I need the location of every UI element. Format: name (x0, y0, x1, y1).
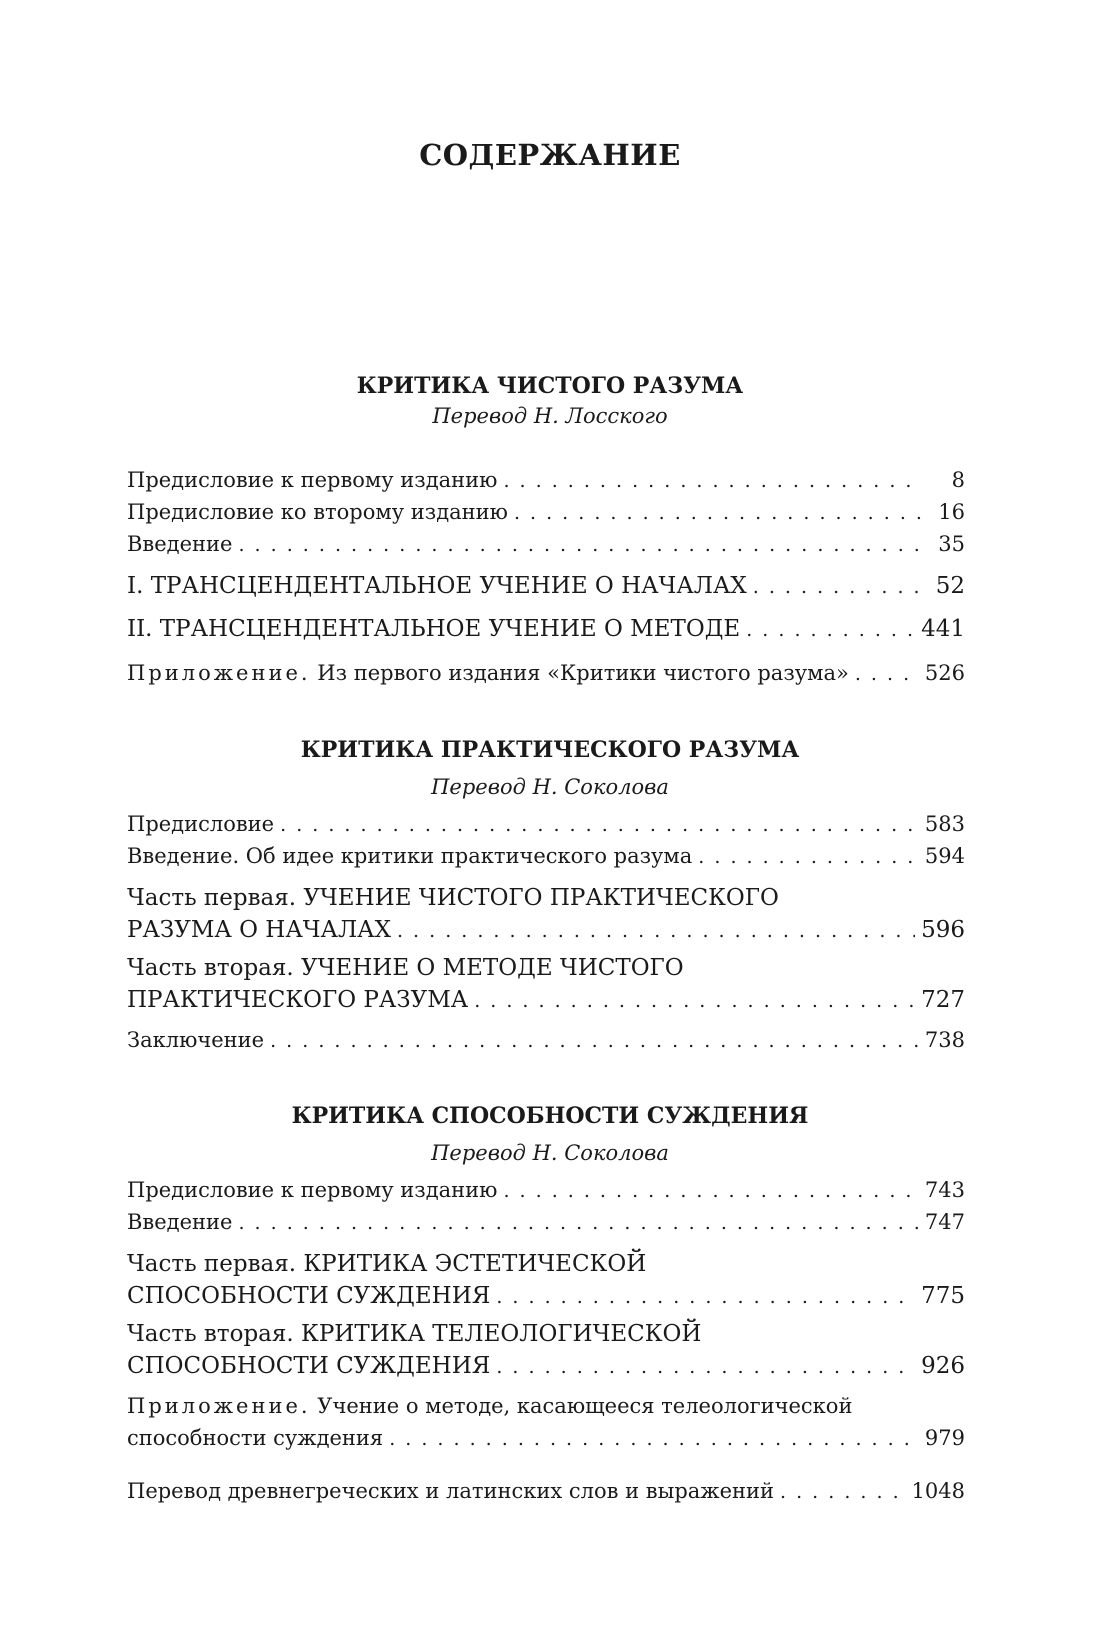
toc-entry[interactable] (127, 1024, 965, 1057)
entry-text: I. ТРАНСЦЕНДЕНТАЛЬНОЕ УЧЕНИЕ О НАЧАЛАХ (127, 573, 747, 599)
toc-entry[interactable] (127, 496, 965, 529)
page-number: 594 (924, 844, 965, 868)
toc-entry[interactable] (127, 1206, 965, 1239)
page-number: 16 (938, 500, 965, 524)
page-number: 596 (921, 917, 965, 943)
leader-dots (270, 1025, 919, 1057)
toc-entry[interactable] (127, 613, 965, 646)
entry-text: Предисловие ко второму изданию (127, 500, 508, 524)
entry-text: Из первого издания «Критики чистого разума» (310, 661, 849, 685)
section-title: КРИТИКА ПРАКТИЧЕСКОГО РАЗУМА (300, 737, 800, 763)
leader-dots (746, 614, 915, 646)
page-number: 926 (921, 1353, 965, 1379)
toc-entry[interactable] (127, 840, 965, 873)
entry-text: ПРАКТИЧЕСКОГО РАЗУМА (127, 987, 469, 1013)
leader-dots (503, 1175, 918, 1207)
entry-prefix: Приложение. (127, 661, 311, 685)
toc-entry[interactable] (127, 1174, 965, 1207)
entry-text-line1: Часть вторая. УЧЕНИЕ О МЕТОДЕ ЧИСТОГО (127, 955, 684, 981)
page-number: 8 (951, 468, 965, 492)
leader-dots (503, 465, 923, 497)
entry-text: Введение (127, 532, 233, 556)
entry-text: Введение. Об идее критики практического разума (127, 844, 693, 868)
toc-entry[interactable] (127, 808, 965, 841)
leader-dots (496, 1281, 915, 1313)
entry-text: Перевод древнегреческих и латинских слов и выражений (127, 1479, 775, 1503)
section-title: КРИТИКА СПОСОБНОСТИ СУЖДЕНИЯ (291, 1103, 809, 1129)
toc-entry[interactable] (127, 952, 965, 1017)
leader-dots (389, 1423, 919, 1455)
page-number: 743 (924, 1178, 965, 1202)
leader-dots (496, 1351, 915, 1383)
leader-dots (855, 658, 919, 690)
page-number: 583 (924, 812, 965, 836)
entry-text: СПОСОБНОСТИ СУЖДЕНИЯ (127, 1353, 491, 1379)
toc-entry[interactable] (127, 570, 965, 603)
leader-dots (238, 1207, 918, 1239)
entry-text-line1: Часть вторая. КРИТИКА ТЕЛЕОЛОГИЧЕСКОЙ (127, 1321, 702, 1347)
section-translator: Перевод Н. Соколова (431, 1141, 669, 1165)
entry-text: Предисловие к первому изданию (127, 468, 498, 492)
toc-entry[interactable] (127, 464, 965, 497)
leader-dots (280, 809, 919, 841)
page-number: 52 (935, 573, 965, 599)
entry-text: РАЗУМА О НАЧАЛАХ (127, 917, 391, 943)
entry-text: СПОСОБНОСТИ СУЖДЕНИЯ (127, 1283, 491, 1309)
page-number: 738 (924, 1028, 965, 1052)
entry-text: Предисловие к первому изданию (127, 1178, 498, 1202)
page-number: 526 (924, 661, 965, 685)
leader-dots (698, 841, 919, 873)
leader-dots (238, 529, 923, 561)
entry-text: способности суждения (127, 1426, 384, 1450)
entry-text (127, 657, 849, 689)
toc-entry[interactable] (127, 882, 965, 947)
toc-entry[interactable] (127, 1390, 965, 1455)
entry-text-line1 (127, 1390, 965, 1422)
leader-dots (780, 1476, 906, 1508)
leader-dots (397, 915, 915, 947)
page-number: 775 (921, 1283, 965, 1309)
toc-entry[interactable] (127, 1475, 965, 1508)
page-number: 747 (924, 1210, 965, 1234)
page-title: СОДЕРЖАНИЕ (419, 138, 681, 172)
toc-entry[interactable] (127, 528, 965, 561)
page-number: 441 (921, 616, 965, 642)
leader-dots (514, 497, 923, 529)
leader-dots (474, 985, 915, 1017)
entry-text: Заключение (127, 1028, 265, 1052)
entry-text-line1: Часть первая. КРИТИКА ЭСТЕТИЧЕСКОЙ (127, 1251, 647, 1277)
section-translator: Перевод Н. Соколова (431, 775, 669, 799)
entry-text-rest: Учение о методе, касающееся телеологической (310, 1394, 853, 1418)
entry-text: II. ТРАНСЦЕНДЕНТАЛЬНОЕ УЧЕНИЕ О МЕТОДЕ (127, 616, 741, 642)
toc-entry[interactable] (127, 1248, 965, 1313)
toc-entry[interactable] (127, 1318, 965, 1383)
page-number: 35 (938, 532, 965, 556)
page-number: 1048 (911, 1479, 965, 1503)
entry-text-line1: Часть первая. УЧЕНИЕ ЧИСТОГО ПРАКТИЧЕСКОГО (127, 885, 779, 911)
toc-entry[interactable] (127, 657, 965, 690)
section-translator: Перевод Н. Лосского (432, 404, 668, 428)
entry-text: Предисловие (127, 812, 275, 836)
page-number: 979 (924, 1426, 965, 1450)
page-number: 727 (921, 987, 965, 1013)
entry-text: Введение (127, 1210, 233, 1234)
leader-dots (753, 571, 923, 603)
entry-prefix: Приложение. (127, 1394, 311, 1418)
section-title: КРИТИКА ЧИСТОГО РАЗУМА (356, 373, 744, 399)
